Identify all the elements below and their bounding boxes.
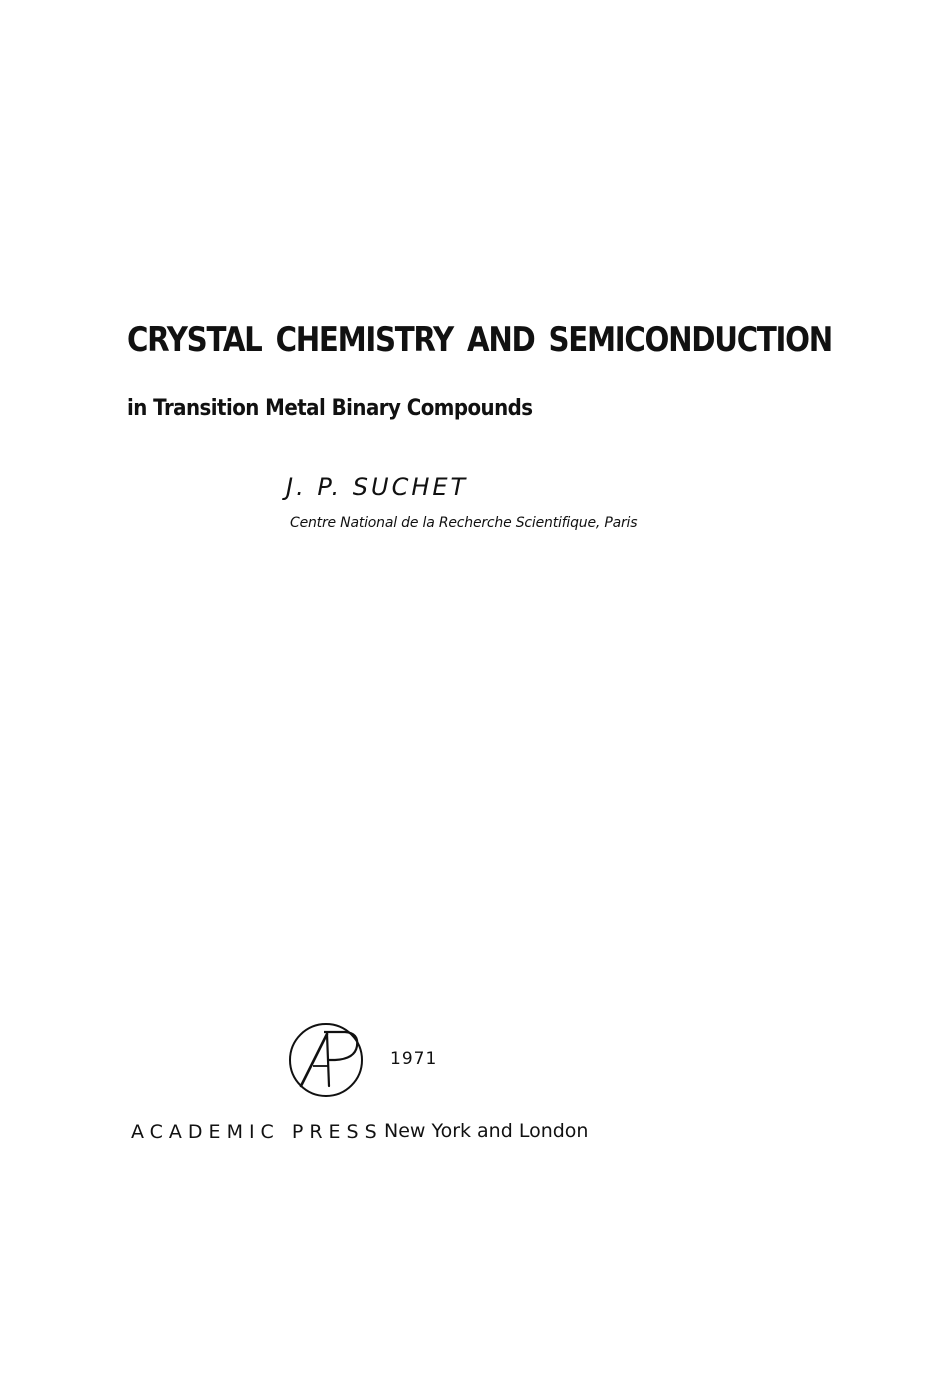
publication-year: 1971	[390, 1049, 438, 1069]
ap-monogram-logo	[287, 1020, 367, 1100]
book-title: CRYSTAL CHEMISTRY AND SEMICONDUCTION	[127, 320, 832, 360]
publisher-location: New York and London	[384, 1120, 589, 1142]
publisher-name: ACADEMIC PRESS	[131, 1121, 383, 1143]
ap-logo-graphic	[287, 1020, 367, 1100]
book-subtitle: in Transition Metal Binary Compounds	[127, 396, 533, 421]
author-affiliation: Centre National de la Recherche Scientifique, Paris	[290, 515, 638, 531]
author-name: J. P. SUCHET	[286, 473, 469, 501]
